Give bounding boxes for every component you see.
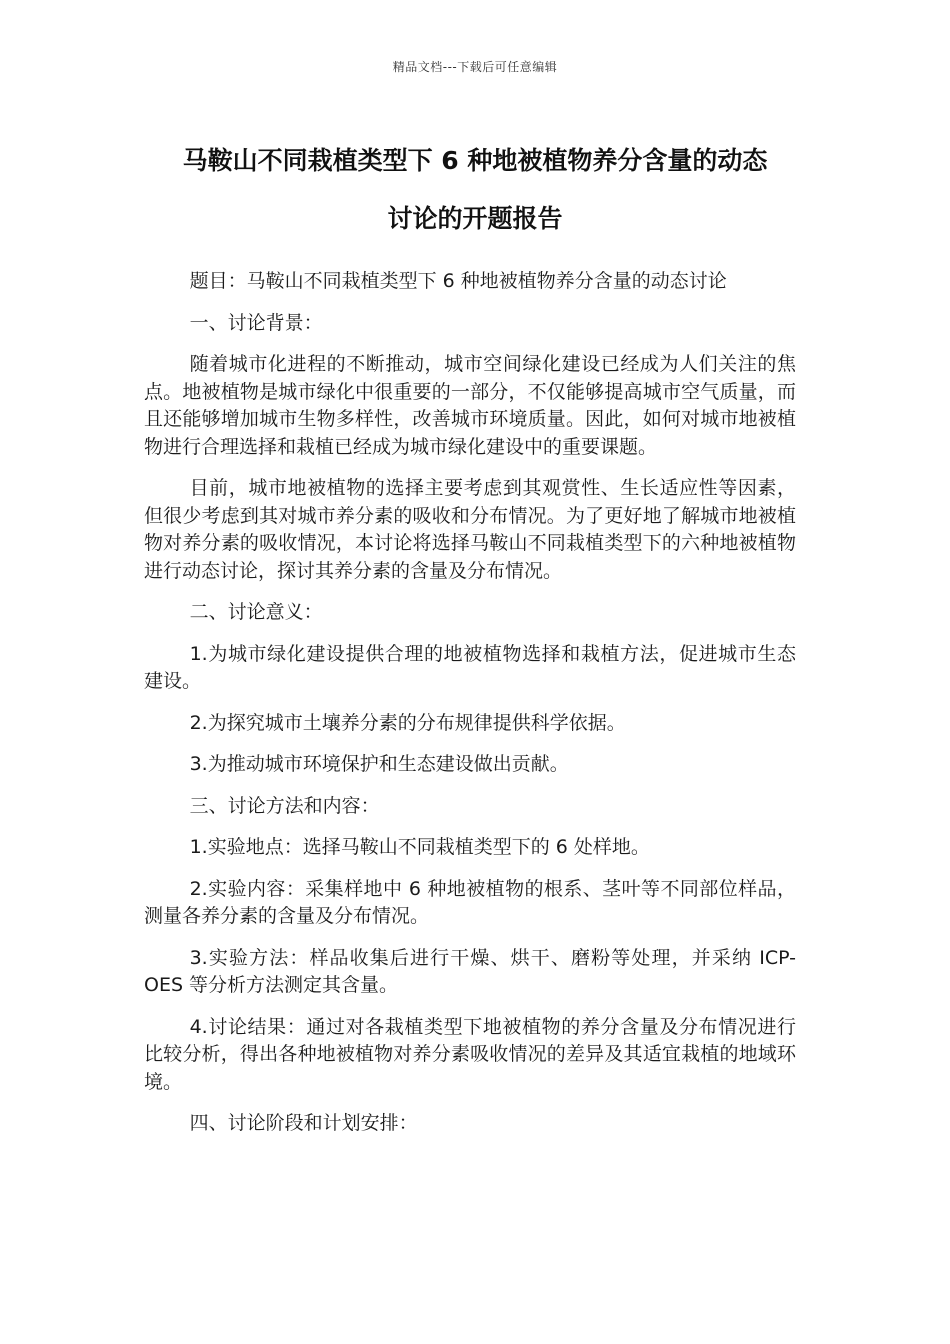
title-line-1: 马鞍山不同栽植类型下 6 种地被植物养分含量的动态 (182, 146, 768, 175)
methods-item-1: 1.实验地点：选择马鞍山不同栽植类型下的 6 处样地。 (189, 836, 650, 858)
topic-paragraph: 题目：马鞍山不同栽植类型下 6 种地被植物养分含量的动态讨论 (189, 270, 727, 292)
section-heading-significance: 二、讨论意义： (189, 601, 323, 623)
section-heading-background: 一、讨论背景： (189, 311, 323, 334)
methods-item-4: 4.讨论结果：通过对各栽植类型下地被植物的养分含量及分布情况进行比较分析，得出各种地被植物对养分素吸收情况的差异及其适宜栽植的地域环境。 (144, 1015, 796, 1093)
background-paragraph-1: 随着城市化进程的不断推动，城市空间绿化建设已经成为人们关注的焦点。地被植物是城市绿化中很重要的一部分，不仅能够提高城市空气质量，而且还能够增加城市生物多样性，改善城市环境质量。因此，如何对城市地被植物进行合理选择和栽植已经成为城市绿化建设中的重要课题。 (144, 353, 796, 458)
section-heading-schedule: 四、讨论阶段和计划安排： (189, 1112, 418, 1134)
significance-item-3: 3.为推动城市环境保护和生态建设做出贡献。 (189, 753, 569, 775)
methods-item-2: 2.实验内容：采集样地中 6 种地被植物的根系、茎叶等不同部位样品，测量各养分素的含量及分布情况。 (144, 877, 796, 927)
title-line-2: 讨论的开题报告 (387, 204, 563, 233)
background-paragraph-2: 目前，城市地被植物的选择主要考虑到其观赏性、生长适应性等因素，但很少考虑到其对城市养分素的吸收和分布情况。为了更好地了解城市地被植物对养分素的吸收情况，本讨论将选择马鞍山不同栽植类型下的六种地被植物进行动态讨论，探讨其养分素的含量及分布情况。 (144, 477, 796, 582)
methods-item-3: 3.实验方法：样品收集后进行干燥、烘干、磨粉等处理，并采纳 ICP-OES 等分析方法测定其含量。 (144, 946, 796, 996)
section-heading-methods: 三、讨论方法和内容： (189, 794, 380, 817)
document-title (130, 132, 820, 248)
significance-item-2: 2.为探究城市土壤养分素的分布规律提供科学依据。 (189, 711, 626, 734)
significance-item-1: 1.为城市绿化建设提供合理的地被植物选择和栽植方法，促进城市生态建设。 (144, 642, 796, 692)
document-body (144, 268, 796, 1152)
header-note: 精品文档---下载后可任意编辑 (392, 60, 558, 74)
